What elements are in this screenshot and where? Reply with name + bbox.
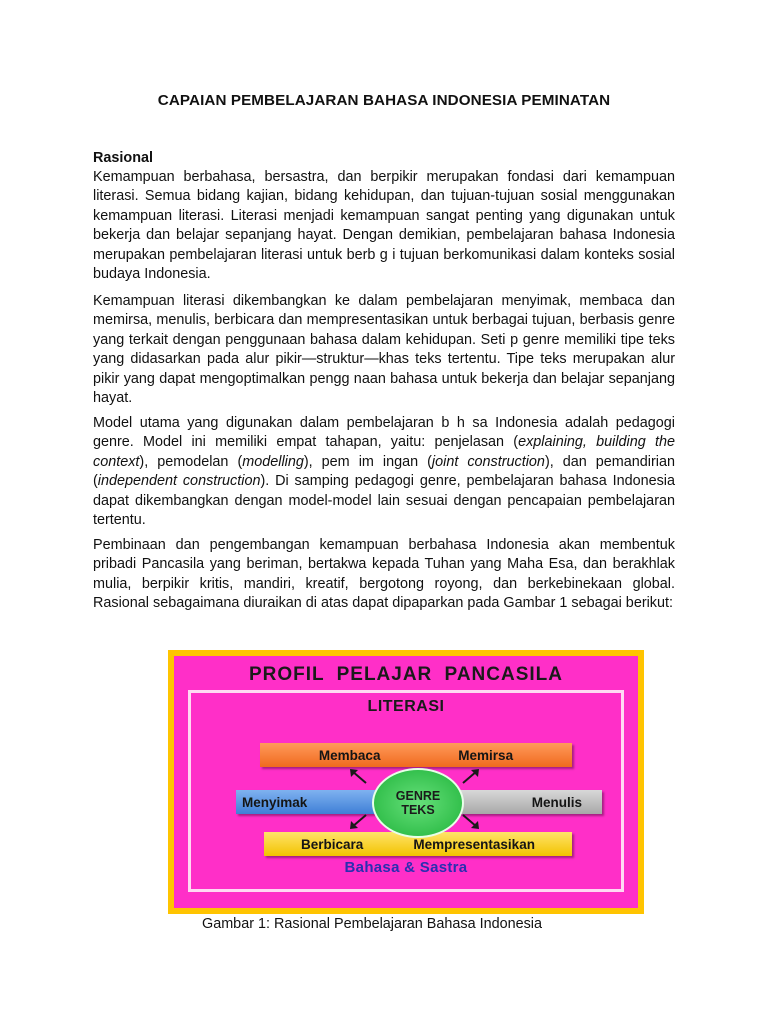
figure-background	[174, 656, 638, 908]
label-mempresentasikan: Mempresentasikan	[413, 836, 535, 852]
figure-title: PROFIL PELAJAR PANCASILA	[249, 664, 563, 685]
genre-teks-circle	[372, 768, 464, 838]
arrow-up-left-icon	[348, 767, 368, 787]
page-title: CAPAIAN PEMBELAJARAN BAHASA INDONESIA PEMINATAN	[157, 92, 611, 109]
paragraph-3-italic: joint construction	[431, 453, 545, 470]
figure-caption: Gambar 1: Rasional Pembelajaran Bahasa Indonesia	[202, 916, 542, 932]
figure-literasi-label: LITERASI	[367, 698, 445, 715]
figure-frame	[188, 690, 624, 892]
arrow-up-right-icon	[461, 767, 481, 787]
paragraph-3-text: Model utama yang digunakan dalam pembelajaran b h sa Indonesia adalah pedagogi genre. Model ini memiliki empat tahapan, yaitu: penjelasan (	[93, 415, 675, 451]
paragraph-3-text: ). Di samping pedagogi genre, pembelajaran bahasa Indonesia dapat dikembangkan dengan model-model lain sesuai dengan pencapaian pembelajaran tertentu.	[93, 473, 675, 529]
paragraph-3-text: ), pemodelan (	[139, 453, 243, 470]
genre-label-line1: GENRE	[395, 789, 441, 803]
genre-label-line2: TEKS	[401, 803, 435, 817]
figure-footer: Bahasa & Sastra	[344, 859, 468, 876]
paragraph-3-italic: explaining, building the context	[93, 434, 675, 470]
figure-profil-pelajar-pancasila	[168, 650, 644, 914]
label-berbicara: Berbicara	[301, 836, 364, 852]
arrow-down-left-icon	[348, 811, 368, 831]
label-menulis: Menulis	[531, 794, 582, 810]
bar-membaca-memirsa	[260, 743, 572, 767]
paragraph-4: Pembinaan dan pengembangan kemampuan berbahasa Indonesia akan membentuk pribadi Pancasila yang beriman, bertakwa kepada Tuhan yang Maha Esa, dan berakhlak mulia, berpikir kritis, mandiri, kreatif, bergotong royong, dan berkebinekaan global. Rasional sebagaimana diuraikan di atas dapat dipaparkan pada Gambar 1 sebagai berikut:	[93, 537, 675, 612]
paragraph-3	[93, 414, 675, 530]
section-heading: Rasional	[93, 150, 153, 166]
paragraph-3-text: ), pem im ingan (	[303, 453, 432, 470]
paragraph-1: Kemampuan berbahasa, bersastra, dan berpikir merupakan fondasi dari kemampuan literasi. Semua bidang kajian, bidang kehidupan, dan tujuan-tujuan sosial menggunakan kemampuan literasi. Literasi menjadi kemampuan sangat penting yang digunakan untuk bekerja dan belajar sepanjang hayat. Dengan demikian, pembelajaran bahasa Indonesia merupakan pembelajaran literasi untuk berb g i tujuan berkomunikasi dalam konteks sosial budaya Indonesia.	[93, 169, 675, 283]
label-membaca: Membaca	[318, 747, 381, 763]
paragraph-3-text: ), dan pemandirian (	[93, 453, 675, 490]
paragraph-2: Kemampuan literasi dikembangkan ke dalam pembelajaran menyimak, membaca dan memirsa, menulis, berbicara dan mempresentasikan untuk berbagai tujuan, berbasis genre yang terkait dengan penggunaan bahasa dalam kehidupan. Seti p genre memiliki tipe teks yang didasarkan pada alur pikir—struktur—khas teks tertentu. Tipe teks merupakan alur pikir yang dapat mengoptimalkan pengg naan bahasa untuk bekerja dan belajar sepanjang hayat.	[93, 293, 675, 407]
paragraph-3-italic: independent construction	[97, 473, 261, 490]
label-memirsa: Memirsa	[458, 747, 514, 763]
label-menyimak: Menyimak	[242, 794, 308, 810]
paragraph-3-italic: modelling	[242, 453, 304, 470]
arrow-down-right-icon	[461, 811, 481, 831]
